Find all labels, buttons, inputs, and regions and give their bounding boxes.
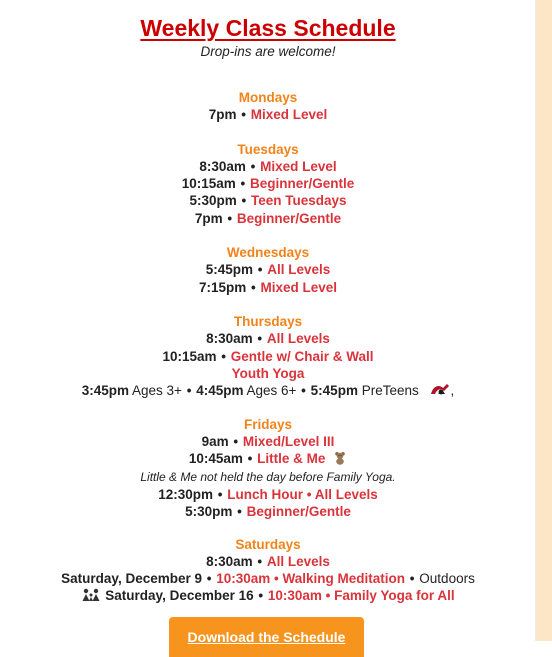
class-link[interactable]: Mixed Level bbox=[260, 279, 338, 295]
class-time: 5:45pm bbox=[205, 262, 253, 278]
teddy-bear-icon bbox=[333, 451, 347, 469]
class-row bbox=[0, 365, 536, 382]
class-row bbox=[0, 503, 536, 520]
class-row bbox=[0, 192, 536, 209]
class-time: 5:45pm bbox=[310, 383, 358, 399]
class-row bbox=[0, 486, 536, 503]
class-link[interactable]: Beginner/Gentle bbox=[236, 210, 342, 226]
separator: • bbox=[237, 504, 242, 520]
youth-yoga-link[interactable]: Youth Yoga bbox=[231, 365, 305, 381]
event-date: Saturday, December 16 bbox=[105, 588, 254, 604]
class-link[interactable]: Mixed/Level III bbox=[242, 434, 335, 450]
separator: • bbox=[257, 553, 263, 569]
day-heading-saturday: Saturdays bbox=[235, 536, 301, 552]
separator: • bbox=[206, 571, 212, 587]
class-link[interactable]: Mixed Level bbox=[250, 107, 328, 123]
separator: • bbox=[251, 279, 256, 295]
class-link[interactable]: Lunch Hour • All Levels bbox=[227, 486, 378, 502]
separator: • bbox=[240, 176, 246, 192]
page-subtitle: Drop-ins are welcome! bbox=[200, 44, 336, 59]
trailing-comma: , bbox=[450, 383, 455, 399]
day-heading-wednesday: Wednesdays bbox=[226, 245, 310, 261]
event-link[interactable]: 10:30am • Walking Meditation bbox=[216, 571, 406, 587]
class-link[interactable]: Beginner/Gentle bbox=[246, 504, 351, 520]
separator: • bbox=[241, 193, 247, 209]
separator: • bbox=[221, 348, 226, 364]
class-link[interactable]: Mixed Level bbox=[260, 158, 337, 174]
separator: • bbox=[257, 262, 263, 278]
class-time: 10:45am bbox=[188, 451, 243, 467]
day-heading-friday: Fridays bbox=[243, 416, 293, 432]
class-row bbox=[0, 348, 536, 365]
class-row bbox=[0, 210, 536, 227]
yoga-pose-icon bbox=[429, 382, 451, 400]
class-link[interactable]: Beginner/Gentle bbox=[250, 176, 355, 192]
day-heading-thursday: Thursdays bbox=[233, 313, 303, 329]
separator: • bbox=[258, 588, 264, 604]
separator: • bbox=[250, 158, 256, 174]
event-location: Outdoors bbox=[419, 571, 475, 587]
class-link[interactable]: Gentle w/ Chair & Wall bbox=[230, 348, 374, 364]
class-row bbox=[0, 330, 536, 347]
special-event-row bbox=[0, 587, 536, 606]
class-row bbox=[0, 158, 536, 175]
special-event-row bbox=[0, 570, 536, 587]
family-icon bbox=[81, 588, 101, 606]
page-title: Weekly Class Schedule bbox=[140, 15, 396, 41]
separator: • bbox=[217, 486, 223, 502]
separator: • bbox=[227, 210, 233, 226]
class-time: 10:15am bbox=[181, 176, 236, 192]
class-link[interactable]: Teen Tuesdays bbox=[251, 193, 347, 209]
class-row bbox=[0, 106, 536, 123]
class-time: 3:45pm bbox=[81, 383, 129, 399]
class-note: Little & Me not held the day before Family Yoga. bbox=[140, 469, 396, 484]
class-time: 9am bbox=[201, 434, 229, 450]
class-row bbox=[0, 450, 536, 469]
age-group: Ages 6+ bbox=[246, 383, 297, 399]
separator: • bbox=[257, 331, 263, 347]
class-time: 8:30am bbox=[206, 553, 253, 569]
event-date: Saturday, December 9 bbox=[61, 571, 202, 587]
class-row bbox=[0, 261, 536, 278]
class-time: 7pm bbox=[208, 107, 237, 123]
class-time: 4:45pm bbox=[196, 383, 244, 399]
class-time: 8:30am bbox=[206, 331, 253, 347]
day-heading-tuesday: Tuesdays bbox=[237, 141, 299, 157]
class-link[interactable]: All Levels bbox=[266, 331, 330, 347]
separator: • bbox=[186, 383, 192, 399]
class-row bbox=[0, 279, 536, 296]
separator: • bbox=[409, 571, 415, 587]
class-time: 7:15pm bbox=[198, 279, 247, 295]
page-gutter bbox=[536, 0, 552, 641]
class-time: 10:15am bbox=[162, 348, 217, 364]
download-button-label: Download the Schedule bbox=[187, 629, 346, 645]
class-row bbox=[0, 433, 536, 450]
class-link[interactable]: All Levels bbox=[266, 553, 330, 569]
class-time: 5:30pm bbox=[185, 504, 233, 520]
age-group: Ages 3+ bbox=[132, 383, 182, 399]
class-time: 7pm bbox=[194, 210, 223, 226]
day-heading-monday: Mondays bbox=[238, 90, 298, 105]
separator: • bbox=[241, 107, 246, 123]
class-time: 5:30pm bbox=[189, 193, 237, 209]
separator: • bbox=[233, 434, 239, 450]
age-group: PreTeens bbox=[361, 383, 419, 399]
class-row bbox=[0, 553, 536, 570]
youth-yoga-row bbox=[0, 382, 536, 401]
separator: • bbox=[247, 451, 253, 467]
class-time: 12:30pm bbox=[158, 486, 213, 502]
class-time: 8:30am bbox=[199, 158, 246, 174]
class-link[interactable]: All Levels bbox=[267, 262, 331, 278]
download-schedule-button[interactable] bbox=[169, 617, 364, 657]
class-link[interactable]: Little & Me bbox=[257, 451, 326, 467]
class-row bbox=[0, 175, 536, 192]
event-link[interactable]: 10:30am • Family Yoga for All bbox=[267, 588, 455, 604]
separator: • bbox=[301, 383, 306, 399]
